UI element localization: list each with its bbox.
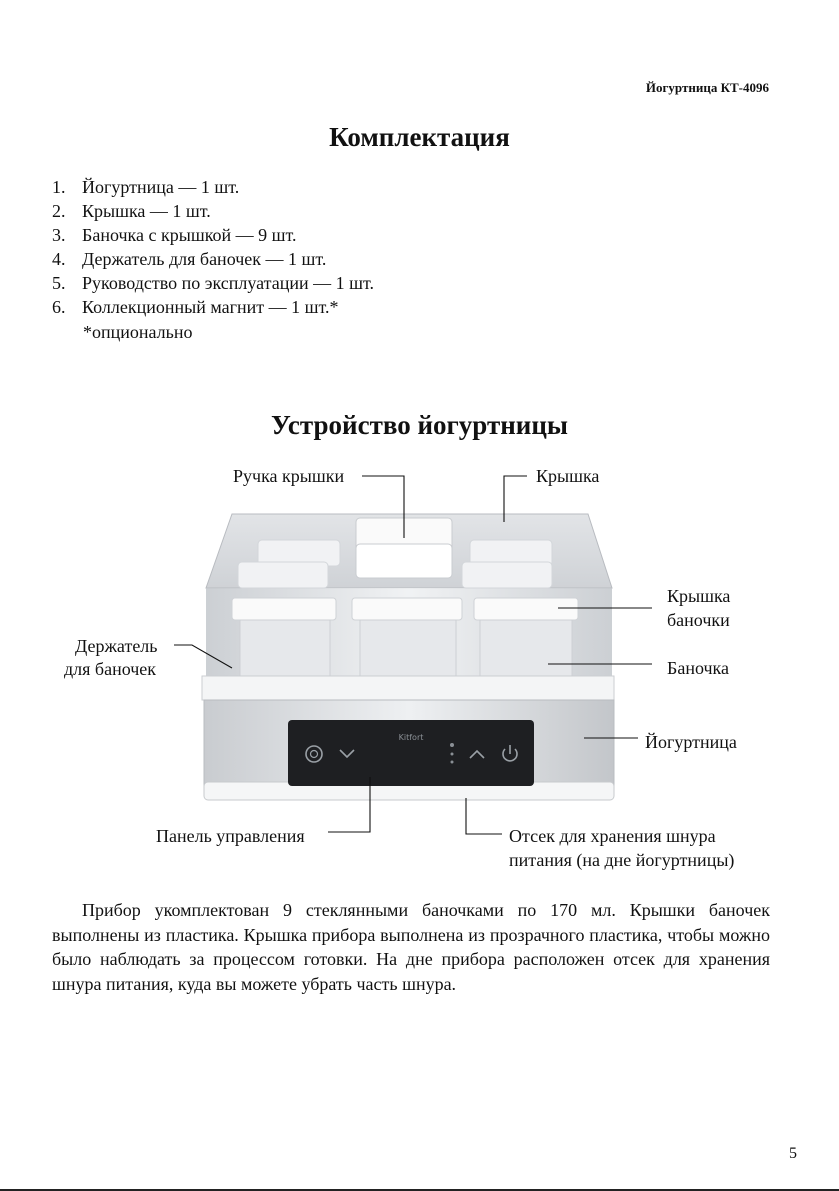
list-item-number: 6. (52, 297, 66, 317)
label-lid-handle: Ручка крышки (233, 466, 345, 486)
label-jar: Баночка (667, 658, 730, 678)
control-panel (288, 720, 534, 786)
optional-note: *опционально (83, 322, 193, 342)
list-item-text: Баночка с крышкой — 9 шт. (82, 225, 297, 245)
label-holder-line2: для баночек (64, 659, 157, 679)
document-header: Йогуртница КТ-4096 (645, 80, 769, 95)
list-item-number: 2. (52, 201, 66, 221)
label-yogurt-maker: Йогуртница (645, 732, 737, 752)
list-item-number: 5. (52, 273, 66, 293)
section-title-contents: Комплектация (329, 122, 510, 152)
brand-logo: Kitfort (398, 733, 424, 742)
label-cord-line2: питания (на дне йогуртницы) (509, 850, 735, 870)
label-holder-line1: Держатель (75, 636, 158, 656)
description-paragraph (52, 898, 770, 996)
list-item-text: Держатель для баночек — 1 шт. (82, 249, 327, 269)
list-item-text: Йогуртница — 1 шт. (82, 177, 240, 197)
label-jar-lid-line1: Крышка (667, 586, 731, 606)
description-text: Прибор укомплектован 9 стеклянными баночками по 170 мл. Крышки баночек выполнены из пластика. Крышка прибора выполнена из прозрачного пластика, чтобы можно было наблюдать за процессом готовки. На дне прибора расположен отсек для хранения шнура питания, куда вы можете убрать часть шнура. (52, 900, 770, 994)
list-item-text: Руководство по эксплуатации — 1 шт. (82, 273, 374, 293)
list-item-text: Крышка — 1 шт. (82, 201, 211, 221)
jar-holder-rim (202, 676, 614, 700)
label-cord-line1: Отсек для хранения шнура (509, 826, 716, 846)
list-item-number: 4. (52, 249, 66, 269)
label-jar-lid-line2: баночки (667, 610, 730, 630)
page-number: 5 (789, 1145, 797, 1162)
label-control-panel: Панель управления (156, 826, 305, 846)
section-title-device: Устройство йогуртницы (271, 410, 568, 440)
list-item-number: 1. (52, 177, 66, 197)
list-item-number: 3. (52, 225, 66, 245)
front-jars (232, 598, 578, 686)
list-item-text: Коллекционный магнит — 1 шт.* (82, 297, 339, 317)
label-lid: Крышка (536, 466, 600, 486)
